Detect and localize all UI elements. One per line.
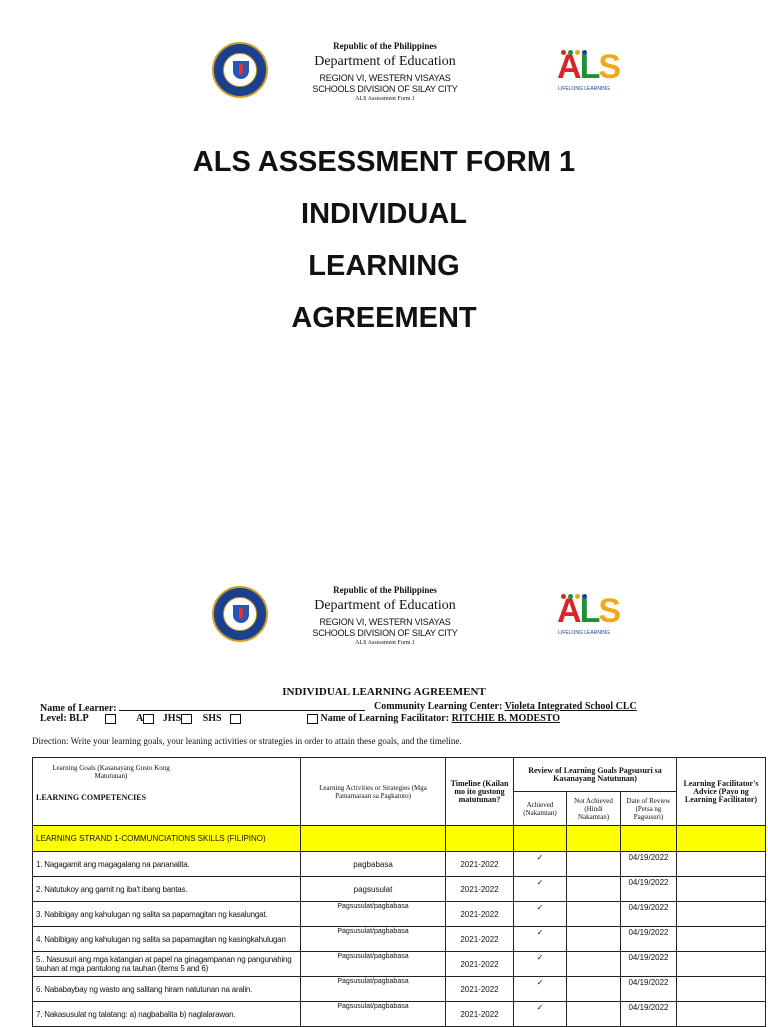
table-row <box>33 927 766 952</box>
date-cell[interactable]: 04/19/2022 <box>621 1002 677 1027</box>
learner-name-label: Name of Learner: <box>40 703 117 714</box>
timeline-header: Timeline (Kailan mo ito gustong matutunan? <box>446 758 514 826</box>
date-cell[interactable]: 04/19/2022 <box>621 977 677 1002</box>
table-row <box>33 852 766 877</box>
level-jhs-label: JHS <box>162 713 182 724</box>
region-label: REGION VI, WESTERN VISAYAS <box>319 73 451 83</box>
date-cell[interactable]: 04/19/2022 <box>621 952 677 977</box>
achieved-header: Achieved (Nakamtan) <box>514 792 567 826</box>
goal-cell: 1. Nagagamit ang magagalang na pananalita. <box>33 852 301 877</box>
clc-label: Community Learning Center: <box>374 701 503 712</box>
als-logo-icon: ALS LIFELONG LEARNING <box>553 586 613 642</box>
achieved-check-icon[interactable]: ✓ <box>514 902 567 927</box>
achieved-check-icon[interactable]: ✓ <box>514 1002 567 1027</box>
learning-agreement-table <box>32 757 766 1027</box>
activity-cell[interactable]: Pagsusulat/pagbabasa <box>301 927 446 952</box>
activity-cell[interactable]: pagbabasa <box>301 852 446 877</box>
level-shs-checkbox[interactable] <box>230 714 241 724</box>
timeline-cell[interactable]: 2021-2022 <box>446 952 514 977</box>
goal-cell: 5.. Nasusuri ang mga katangian at papel na ginagampanan ng pangunahing tauhan at mga pantulong na tauhan (items 5 and 6) <box>33 952 301 977</box>
strand-row <box>33 826 766 852</box>
advice-cell[interactable] <box>677 852 766 877</box>
timeline-cell[interactable]: 2021-2022 <box>446 977 514 1002</box>
facilitator-checkbox[interactable] <box>307 714 318 724</box>
advice-cell[interactable] <box>677 977 766 1002</box>
activity-cell[interactable]: Pagsusulat/pagbabasa <box>301 902 446 927</box>
clc-value[interactable]: Violeta Integrated School CLC <box>504 701 637 712</box>
cover-title-line-2: INDIVIDUAL <box>301 198 467 230</box>
facilitator-row <box>307 713 560 724</box>
facilitator-value[interactable]: RITCHIE B. MODESTO <box>451 713 561 724</box>
date-cell[interactable]: 04/19/2022 <box>621 877 677 902</box>
facilitator-label: Name of Learning Facilitator: <box>320 713 450 724</box>
form-label: ALS Assessment Form 1 <box>355 96 415 102</box>
als-logo-tagline: LIFELONG LEARNING <box>558 630 610 636</box>
timeline-cell[interactable]: 2021-2022 <box>446 1002 514 1027</box>
level-a-checkbox[interactable] <box>143 714 154 724</box>
level-label: Level: <box>40 713 67 724</box>
form-label: ALS Assessment Form 1 <box>355 640 415 646</box>
direction-text: Direction: Write your learning goals, your leaning activities or strategies in order to attain these goals, and the timeline. <box>32 736 462 746</box>
level-blp-checkbox[interactable] <box>105 714 116 724</box>
goal-cell: 2. Natutukoy ang gamit ng iba't ibang bantas. <box>33 877 301 902</box>
achieved-check-icon[interactable]: ✓ <box>514 852 567 877</box>
als-logo-icon: ALS LIFELONG LEARNING <box>553 42 613 98</box>
not-achieved-header: Not Achieved (Hindi Nakamtan) <box>567 792 621 826</box>
table-row <box>33 977 766 1002</box>
timeline-cell[interactable]: 2021-2022 <box>446 927 514 952</box>
table-row <box>33 902 766 927</box>
goal-cell: 6. Nababaybay ng wasto ang salitang hiram natutunan na aralin. <box>33 977 301 1002</box>
not-achieved-cell[interactable] <box>567 852 621 877</box>
clc-row <box>374 701 637 712</box>
timeline-cell[interactable]: 2021-2022 <box>446 852 514 877</box>
date-cell[interactable]: 04/19/2022 <box>621 852 677 877</box>
als-logo-tagline: LIFELONG LEARNING <box>558 86 610 92</box>
not-achieved-cell[interactable] <box>567 902 621 927</box>
activity-cell[interactable]: Pagsusulat/pagbabasa <box>301 977 446 1002</box>
not-achieved-cell[interactable] <box>567 1002 621 1027</box>
review-header: Review of Learning Goals Pagsusuri sa Kasanayang Natutunan) <box>514 758 677 792</box>
activity-cell[interactable]: Pagsusulat/pagbabasa <box>301 1002 446 1027</box>
advice-header: Learning Facilitator's Advice (Payo ng Learning Facilitator) <box>677 758 766 826</box>
date-cell[interactable]: 04/19/2022 <box>621 902 677 927</box>
level-row <box>40 713 241 724</box>
department-label: Department of Education <box>314 598 456 613</box>
level-jhs-checkbox[interactable] <box>181 714 192 724</box>
region-label: REGION VI, WESTERN VISAYAS <box>319 617 451 627</box>
achieved-check-icon[interactable]: ✓ <box>514 877 567 902</box>
competencies-header: LEARNING COMPETENCIES <box>36 793 147 802</box>
table-row <box>33 952 766 977</box>
learner-name-field[interactable] <box>119 701 365 711</box>
achieved-check-icon[interactable]: ✓ <box>514 977 567 1002</box>
republic-label: Republic of the Philippines <box>333 41 437 51</box>
achieved-check-icon[interactable]: ✓ <box>514 952 567 977</box>
division-label: SCHOOLS DIVISION OF SILAY CITY <box>312 628 458 638</box>
department-label: Department of Education <box>314 54 456 69</box>
advice-cell[interactable] <box>677 877 766 902</box>
advice-cell[interactable] <box>677 927 766 952</box>
division-label: SCHOOLS DIVISION OF SILAY CITY <box>312 84 458 94</box>
goals-header-cell <box>33 758 301 826</box>
date-review-header: Date of Review (Petsa ng Pagsusuri) <box>621 792 677 826</box>
goal-cell: 7. Nakasusulat ng talatang: a) nagbabalita b) naglalarawan. <box>33 1002 301 1027</box>
advice-cell[interactable] <box>677 952 766 977</box>
level-a-label: A <box>136 713 144 724</box>
not-achieved-cell[interactable] <box>567 927 621 952</box>
timeline-cell[interactable]: 2021-2022 <box>446 877 514 902</box>
cover-title-line-4: AGREEMENT <box>291 302 477 334</box>
advice-cell[interactable] <box>677 1002 766 1027</box>
goal-cell: 4. Nabibigay ang kahulugan ng salita sa papamagitan ng kasingkahulugan <box>33 927 301 952</box>
achieved-check-icon[interactable]: ✓ <box>514 927 567 952</box>
republic-label: Republic of the Philippines <box>333 585 437 595</box>
goal-cell: 3. Nabibigay ang kahulugan ng salita sa papamagitan ng kasalungat. <box>33 902 301 927</box>
strand-label: LEARNING STRAND 1-COMMUNCIATIONS SKILLS (FILIPINO) <box>33 826 301 852</box>
not-achieved-cell[interactable] <box>567 877 621 902</box>
activity-cell[interactable]: Pagsusulat/pagbabasa <box>301 952 446 977</box>
level-shs-label: SHS <box>202 713 222 724</box>
timeline-cell[interactable]: 2021-2022 <box>446 902 514 927</box>
table-row <box>33 877 766 902</box>
not-achieved-cell[interactable] <box>567 977 621 1002</box>
level-blp-label: BLP <box>69 713 89 724</box>
activity-cell[interactable]: pagsusulat <box>301 877 446 902</box>
table-row <box>33 1002 766 1027</box>
cover-title-line-1: ALS ASSESSMENT FORM 1 <box>192 146 576 178</box>
activities-header: Learning Activities or Strategies (Mga Pamamaraan sa Pagkatuto) <box>301 758 446 826</box>
cover-title-line-3: LEARNING <box>308 250 460 282</box>
date-cell[interactable]: 04/19/2022 <box>621 927 677 952</box>
form-title: INDIVIDUAL LEARNING AGREEMENT <box>282 686 486 698</box>
not-achieved-cell[interactable] <box>567 952 621 977</box>
advice-cell[interactable] <box>677 902 766 927</box>
cover-title-block <box>0 136 768 344</box>
goals-header: Learning Goals (Kasanayang Gusto Kong Matutunan) <box>52 764 170 780</box>
